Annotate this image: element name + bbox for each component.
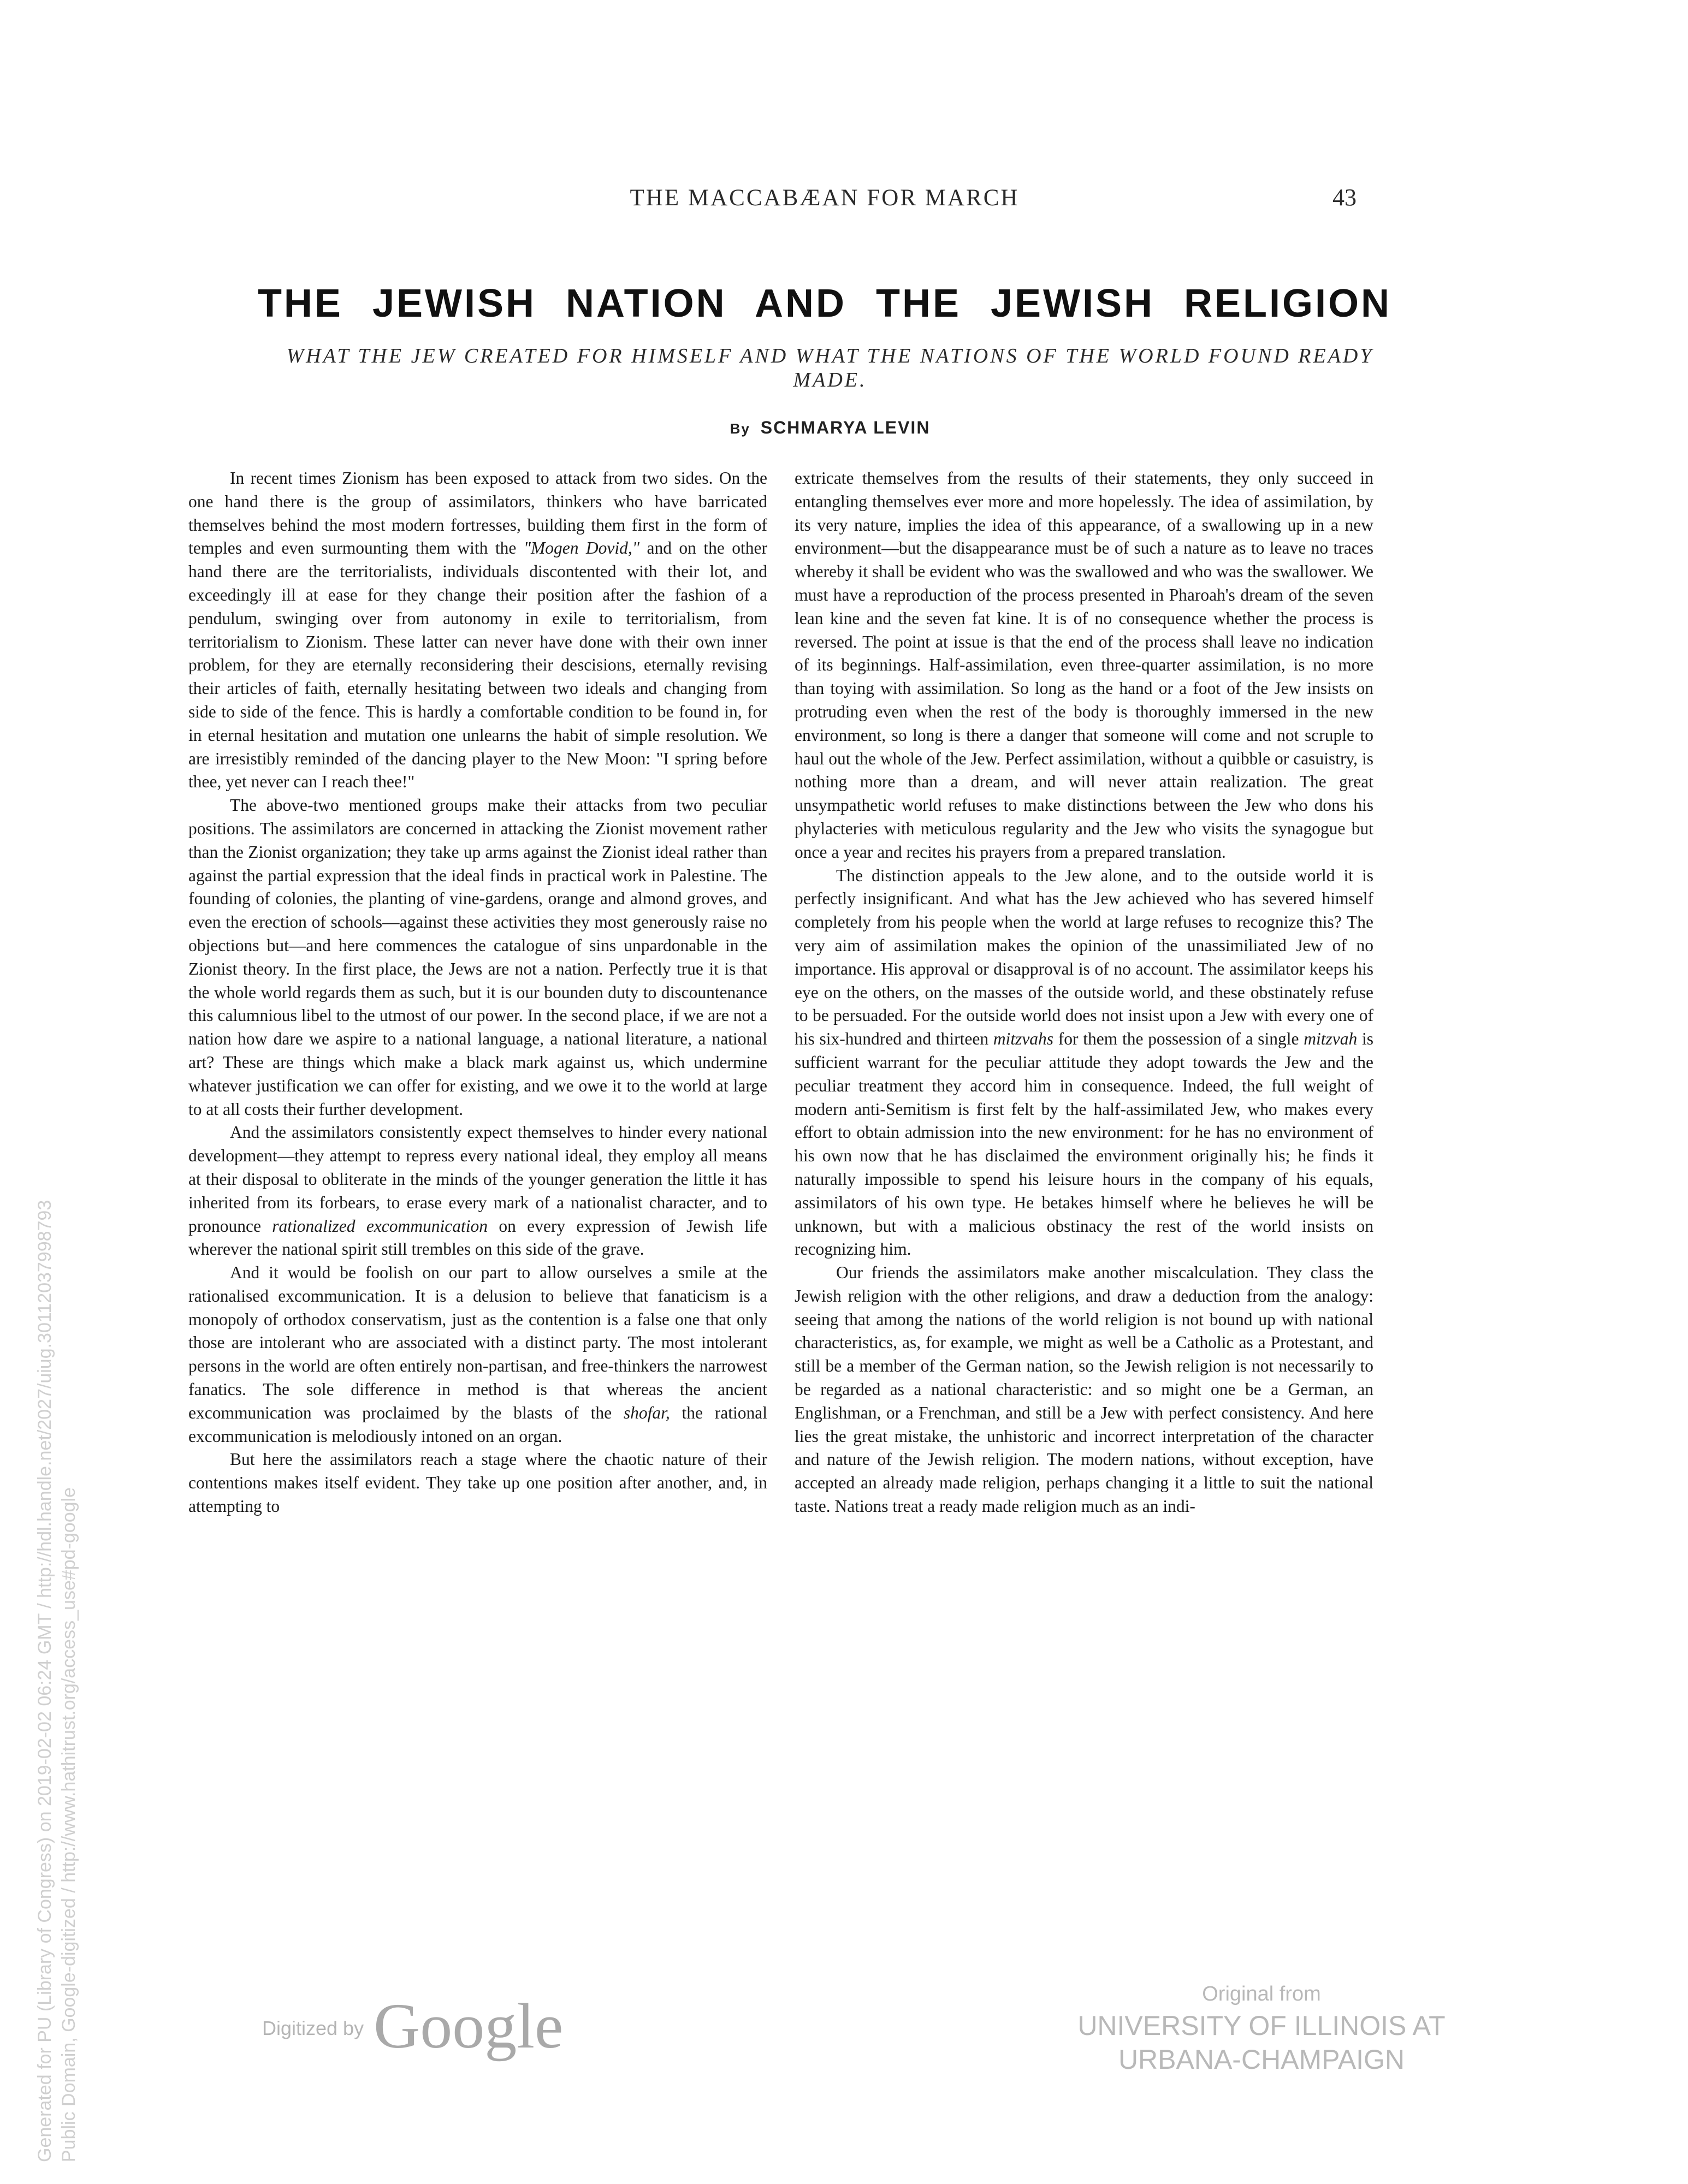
text-column-right	[795, 467, 1373, 1518]
paragraph: But here the assimilators reach a stage where the chaotic nature of their contentions makes itself evident. They take up one position after another, and, in attempting to	[188, 1450, 767, 1516]
page-number: 43	[1332, 184, 1357, 211]
byline	[557, 418, 1103, 438]
emphasis: shofar,	[623, 1403, 670, 1422]
author-name: SCHMARYA LEVIN	[760, 418, 931, 437]
side-watermark-line: Generated for PU (Library of Congress) on 2019-02-02 06:24 GMT / http://hdl.handle.net/2027/uiug.30112037998793	[34, 1200, 55, 2162]
text-column-left	[188, 467, 767, 1518]
paragraph: The distinction appeals to the Jew alone, and to the outside world it is perfectly insignificant. And what has the Jew achieved who has severed himself completely from his people when the world at large refuses to recognize this? The very aim of assimilation makes the opinion of the unassimiliated Jew of no importance. His approval or disapproval is of no account. The assimilator keeps his eye on the others, on the masses of the outside world, and these obstinately refuse to be persuaded. For the outside world does not insist upon a Jew with every one of his six-hundred and thirteen mitzvahs for them the possession of a single mitzvah is sufficient warrant for the peculiar attitude they adopt towards the Jew and the peculiar treatment they accord him in consequence. Indeed, the full weight of modern anti-Semitism is first felt by the half-assimilated Jew, who makes every effort to obtain admission into the new environment: for he has no environment of his own now that he has disclaimed the environment originally his; he finds it naturally impossible to spend his leisure hours in the company of his equals, assimilators of his own type. He betakes himself where he believes he will be unknown, but with a malicious obstinacy the rest of the world insists on recognizing him.	[795, 865, 1373, 1259]
side-watermark	[33, 1200, 81, 2162]
emphasis: rationalized excommunication	[272, 1216, 488, 1236]
paragraph: And it would be foolish on our part to allow ourselves a smile at the rationalised excommunication. It is a delusion to believe that fanaticism is a monopoly of orthodox conservatism, just as the contention is a false one that only those are intolerant who are associated with a distinct party. The most intolerant persons in the world are often entirely non-partisan, and free-thinkers the narrowest fanatics. The sole difference in method is that whereas the ancient excommunication was proclaimed by the blasts of the shofar, the rational excommunication is melodiously intoned on an organ.	[188, 1263, 767, 1446]
google-logo-text: Google	[374, 1993, 564, 2062]
article-subtitle: WHAT THE JEW CREATED FOR HIMSELF AND WHAT THE NATIONS OF THE WORLD FOUND READY MADE.	[286, 345, 1374, 391]
google-logo	[374, 1993, 570, 2064]
paragraph: Our friends the assimilators make another miscalculation. They class the Jewish religion with the other religions, and draw a deduction from the analogy: seeing that among the nations of the world religion is not bound up with national characteristics, as, for example, we might as well be a Catholic as a Protestant, and still be a member of the German nation, so the Jewish religion is not necessarily to be regarded as a national characteristic: and so might one be a German, an Englishman, or a Frenchman, and still be a Jew with perfect consistency. And here lies the great mistake, the unhistoric and incorrect interpretation of the character and nature of the Jewish religion. The modern nations, without exception, have accepted an already made religion, perhaps changing it a little to suit the national taste. Nations treat a ready made religion much as an indi-	[795, 1263, 1373, 1516]
emphasis: "Mogen Dovid,"	[523, 538, 640, 558]
emphasis: mitzvah	[1304, 1029, 1358, 1049]
original-from-label: Original from	[1202, 1983, 1321, 2005]
paragraph: And the assimilators consistently expect themselves to hinder every national development—they attempt to repress every national ideal, they employ all means at their disposal to obliterate in the minds of the younger generation the little it has inherited from its forbears, to erase every mark of a nationalist character, and to pronounce rationalized excommunication on every expression of Jewish life wherever the national spirit still trembles on this side of the grave.	[188, 1123, 768, 1259]
paragraph: The above-two mentioned groups make their attacks from two peculiar positions. The assimilators are concerned in attacking the Zionist movement rather than the Zionist organization; they take up arms against the Zionist ideal rather than against the partial expression that the ideal finds in practical work in Palestine. The founding of colonies, the planting of vine-gardens, orange and almond groves, and even the erection of schools—against these activities they most generously raise no objections but—and here commences the catalogue of sins unpardonable in the Zionist theory. In the first place, the Jews are not a nation. Perfectly true it is that the whole world regards them as such, but it is our bounden duty to discountenance this calumnious libel to the utmost of our power. In the second place, if we are not a nation how dare we aspire to a national language, a national literature, a national art? These are things which make a black mark against us, which undermine whatever justification we can offer for existing, and we owe it to the world at large to at all costs their further development.	[188, 796, 767, 1119]
original-source-note	[1070, 1979, 1453, 2076]
paragraph: In recent times Zionism has been exposed to attack from two sides. On the one hand there is the group of assimilators, thinkers who have barricated themselves behind the most modern fortresses, building them first in the form of temples and even surmounting them with the "Mogen Dovid," and on the other hand there are the territorialists, individuals discontented with their lot, and exceedingly ill at ease for they change their position after the fashion of a pendulum, swinging over from autonomy in exile to territorialism, from territorialism to Zionism. These latter can never have done with their own inner problem, for they are eternally reconsidering their descisions, eternally revising their articles of faith, eternally hesitating between two ideals and changing from side to side of the fence. This is hardly a comfortable condition to be found in, for in eternal hesitation and mutation one unlearns the habit of simple resolution. We are irresistibly reminded of the dancing player to the New Moon: "I spring before thee, yet never can I reach thee!"	[188, 468, 767, 792]
institution-line-2: URBANA-CHAMPAIGN	[1118, 2044, 1405, 2075]
paragraph: extricate themselves from the results of their statements, they only succeed in entangling themselves ever more and more hopelessly. The idea of assimilation, by its very nature, implies the idea of this appearance, of a swallowing up in a new environment—but the disappearance must be of such a nature as to leave no traces whereby it shall be evident who was the swallowed and who was the swallower. We must have a reproduction of the process presented in Pharoah's dream of the seven lean kine and the seven fat kine. It is of no consequence whether the process is reversed. The point at issue is that the end of the process shall leave no indication of its beginnings. Half-assimilation, even three-quarter assimilation, is no more than toying with assimilation. So long as the hand or a foot of the Jew insists on protruding even when the rest of the body is thoroughly immersed in the new environment, so long is there a danger that someone will come and not scruple to haul out the whole of the Jew. Perfect assimilation, without a quibble or casuistry, is nothing more than a dream, and will never attain realization. The great unsympathetic world refuses to make distinctions between the Jew who dons his phylacteries with meticulous regularity and the Jew who visits the synagogue but once a year and recites his prayers from a prepared translation.	[795, 468, 1373, 862]
digitized-by-google-mark	[262, 1993, 570, 2064]
emphasis: mitzvahs	[993, 1029, 1054, 1049]
digitized-by-label: Digitized by	[262, 2017, 364, 2039]
institution-line-1: UNIVERSITY OF ILLINOIS AT	[1077, 2010, 1446, 2041]
side-watermark-line: Public Domain, Google-digitized / http://www.hathitrust.org/access_use#pd-google	[58, 1487, 79, 2162]
article-title: THE JEWISH NATION AND THE JEWISH RELIGION	[257, 282, 1392, 325]
byline-prefix: By	[730, 420, 750, 437]
running-header-title: THE MACCABÆAN FOR MARCH	[630, 185, 1020, 211]
